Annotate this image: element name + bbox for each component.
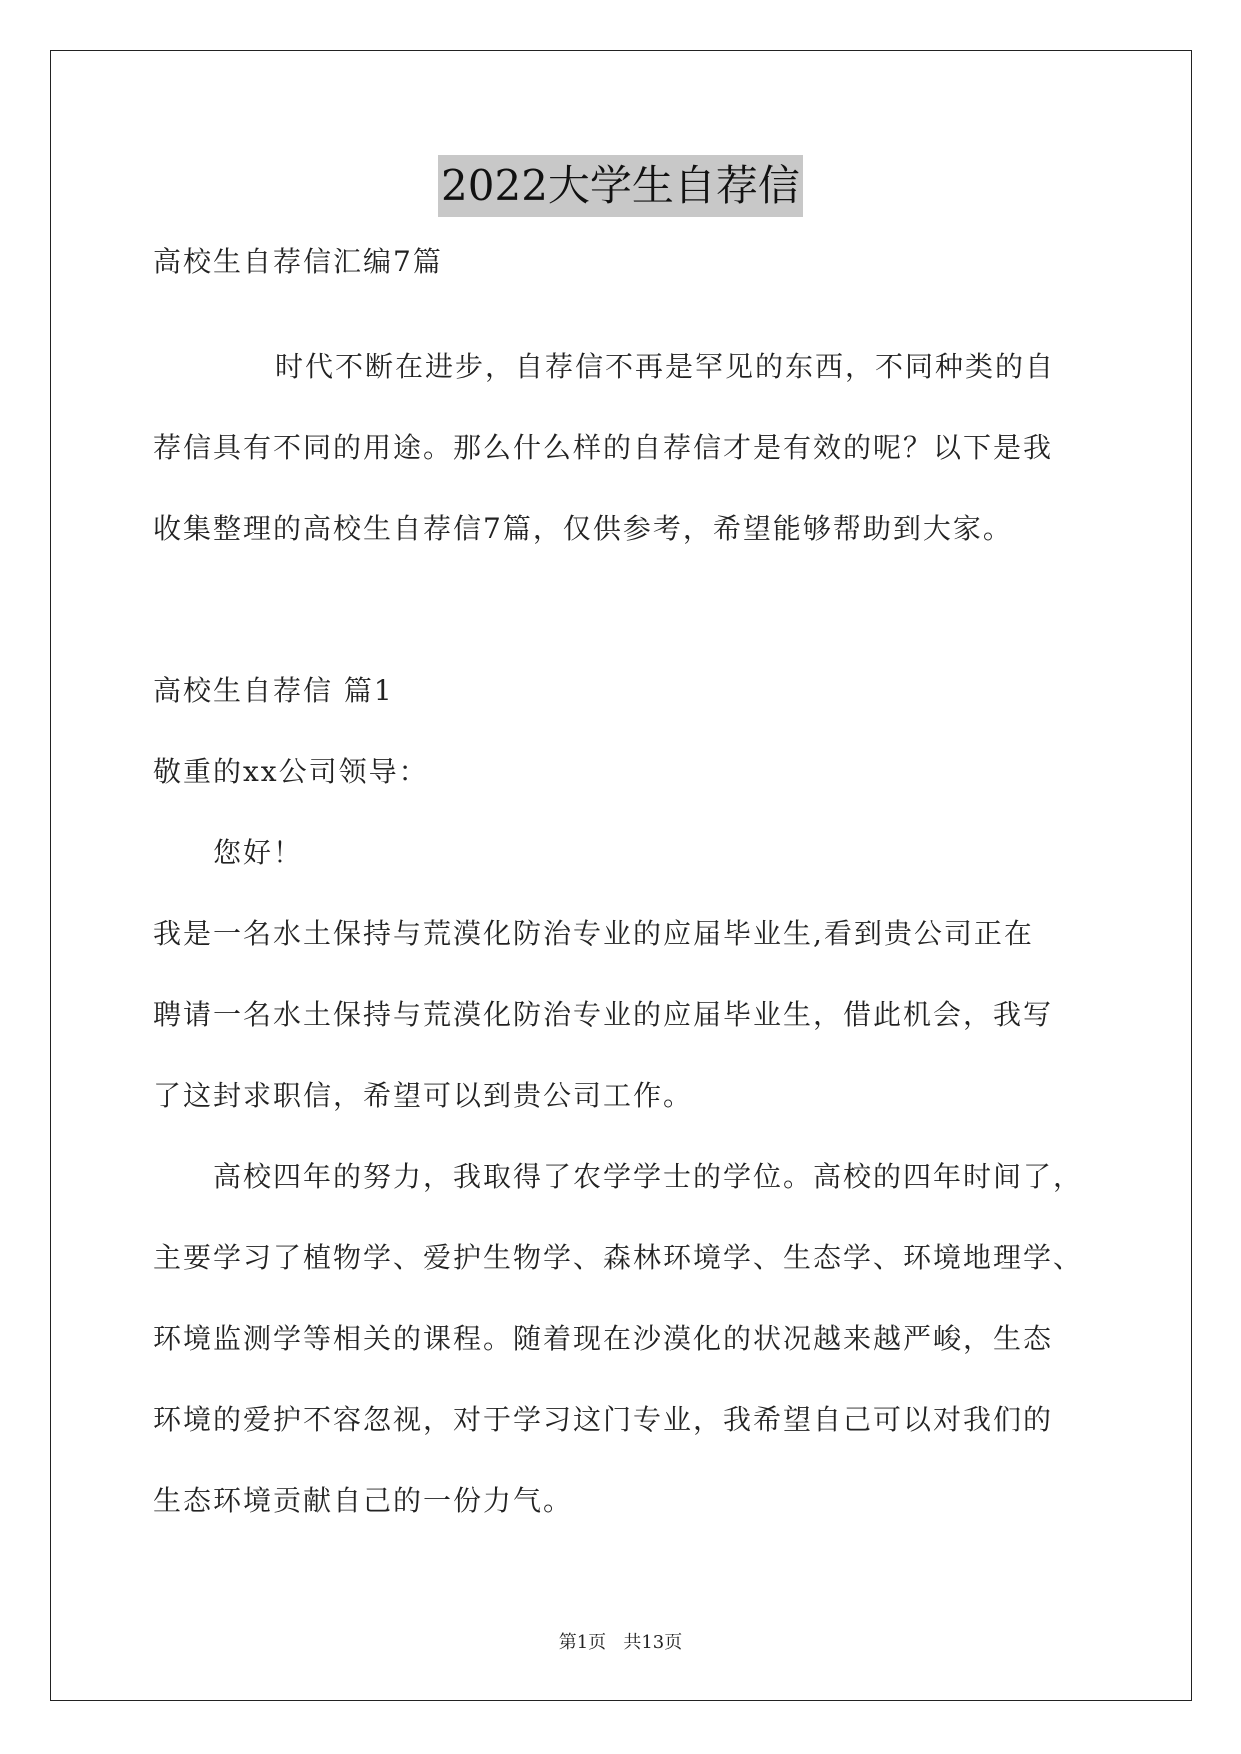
paragraph2-line-1: 高校四年的努力，我取得了农学学士的学位。高校的四年时间了，: [213, 1160, 1084, 1193]
page-border: [50, 50, 1192, 1701]
paragraph1-line-3: 了这封求职信，希望可以到贵公司工作。: [153, 1079, 694, 1112]
salutation: 敬重的xx公司领导：: [153, 755, 429, 788]
paragraph2-line-3: 环境监测学等相关的课程。随着现在沙漠化的状况越来越严峻，生态: [153, 1322, 1054, 1355]
page-total: 共13页: [623, 1632, 683, 1653]
paragraph1-line-1: 我是一名水土保持与荒漠化防治专业的应届毕业生,看到贵公司正在: [153, 917, 1034, 950]
greeting: 您好！: [213, 836, 304, 869]
section-heading: 高校生自荐信 篇1: [153, 674, 394, 707]
document-subtitle: 高校生自荐信汇编7篇: [153, 245, 443, 278]
title-container: [0, 155, 1241, 217]
paragraph2-line-5: 生态环境贡献自己的一份力气。: [153, 1484, 574, 1517]
paragraph2-line-4: 环境的爱护不容忽视，对于学习这门专业，我希望自己可以对我们的: [153, 1403, 1054, 1436]
page-footer: [0, 1628, 1241, 1654]
document-title: 2022大学生自荐信: [438, 155, 803, 217]
paragraph2-line-2: 主要学习了植物学、爱护生物学、森林环境学、生态学、环境地理学、: [153, 1241, 1084, 1274]
intro-line-2: 荐信具有不同的用途。那么什么样的自荐信才是有效的呢？以下是我: [153, 431, 1054, 464]
intro-line-3: 收集整理的高校生自荐信7篇，仅供参考，希望能够帮助到大家。: [153, 512, 1013, 545]
page-number: 第1页: [558, 1632, 607, 1653]
paragraph1-line-2: 聘请一名水土保持与荒漠化防治专业的应届毕业生，借此机会，我写: [153, 998, 1054, 1031]
intro-line-1: 时代不断在进步，自荐信不再是罕见的东西，不同种类的自: [275, 350, 1056, 383]
